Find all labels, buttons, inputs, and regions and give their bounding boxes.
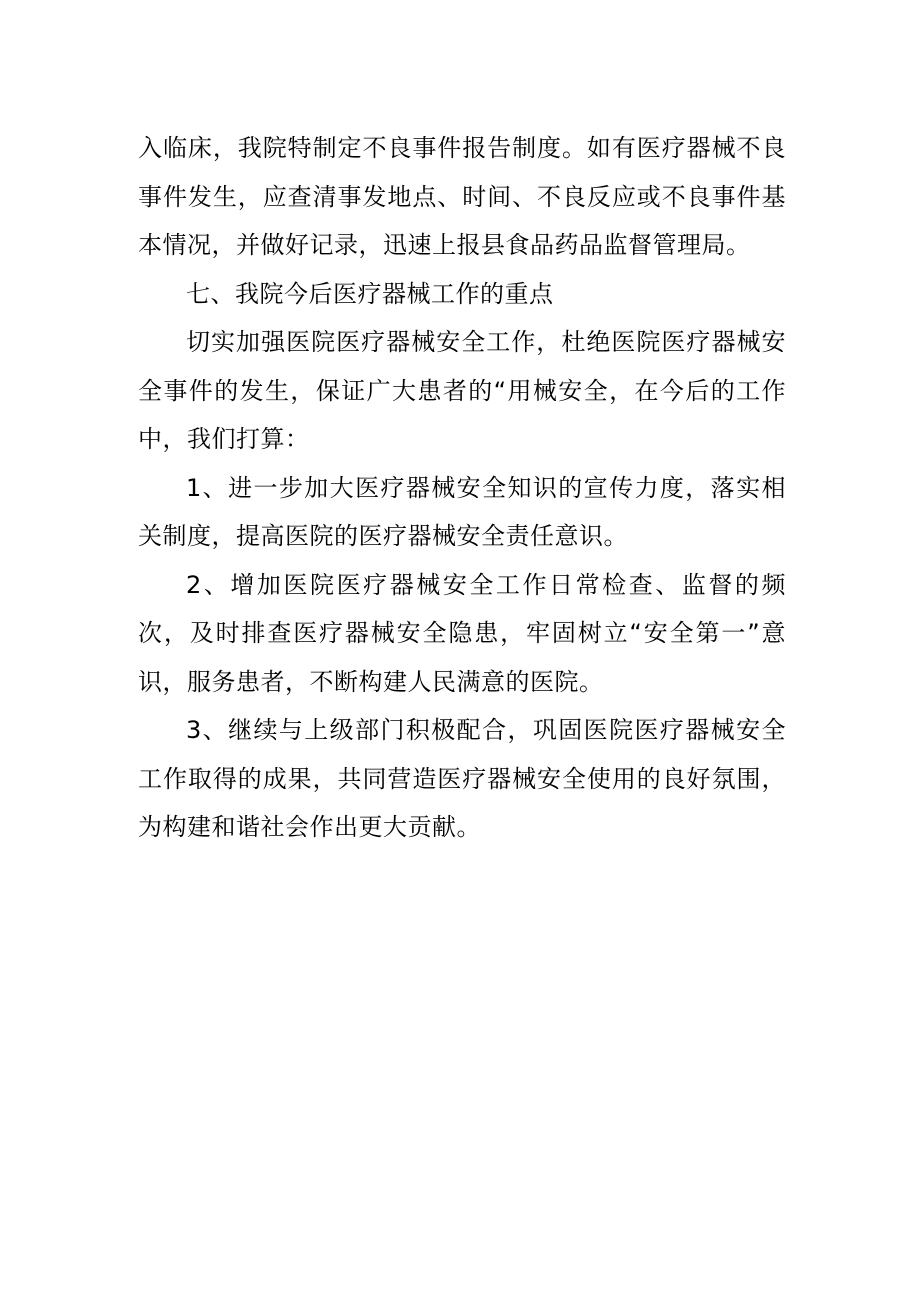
document-body — [138, 124, 786, 852]
list-item-1: 1、进一步加大医疗器械安全知识的宣传力度，落实相关制度，提高医院的医疗器械安全责任意识。 — [138, 473, 786, 550]
list-item-2: 2、增加医院医疗器械安全工作日常检查、监督的频次，及时排查医疗器械安全隐患，牢固树立“安全第一”意识，服务患者，不断构建人民满意的医院。 — [138, 570, 786, 696]
list-item-3: 3、继续与上级部门积极配合，巩固医院医疗器械安全工作取得的成果，共同营造医疗器械安全使用的良好氛围，为构建和谐社会作出更大贡献。 — [138, 716, 786, 841]
section-heading-7: 七、我院今后医疗器械工作的重点 — [186, 279, 554, 308]
paragraph-continuation: 入临床，我院特制定不良事件报告制度。如有医疗器械不良事件发生，应查清事发地点、时间、不良反应或不良事件基本情况，并做好记录，迅速上报县食品药品监督管理局。 — [138, 134, 786, 259]
paragraph-intro: 切实加强医院医疗器械安全工作，杜绝医院医疗器械安全事件的发生，保证广大患者的“用械安全，在今后的工作中，我们打算： — [138, 328, 786, 453]
